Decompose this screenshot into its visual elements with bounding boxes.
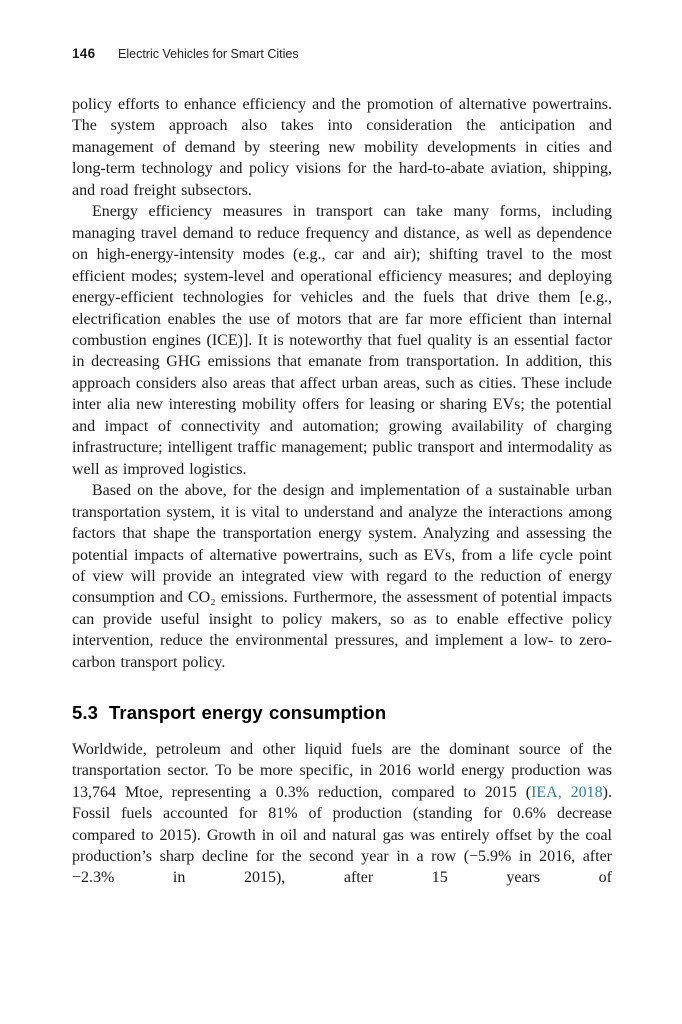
section-heading bbox=[72, 702, 612, 723]
section-number: 5.3 bbox=[72, 702, 99, 724]
page-header bbox=[72, 46, 612, 61]
paragraph-energy-efficiency: Energy efficiency measures in transport can take many forms, including managing travel demand to reduce frequency and distance, as well as dependence on high-energy-intensity modes (e.g., car and air); shifting travel to the most efficient modes; system-level and operational efficiency measures; and deploying energy-efficient technologies for vehicles and the fuels that drive them [e.g., electrification enables the use of motors that are far more efficient than internal combustion engines (ICE)]. It is noteworthy that fuel quality is an essential factor in decreasing GHG emissions that emanate from transportation. In addition, this approach considers also areas that affect urban areas, such as cities. These include inter alia new interesting mobility offers for leasing or sharing EVs; the potential and impact of connectivity and automation; growing availability of charging infrastructure; intelligent traffic management; public transport and intermodality as well as improved logistics. bbox=[72, 203, 612, 478]
paragraph-continuation: policy efforts to enhance efficiency and the promotion of alternative powertrains. The system approach also takes into consideration the anticipation and management of demand by steering new mobility developments in cities and long-term technology and policy visions for the hard-to-abate aviation, shipping, and road freight subsectors. bbox=[72, 96, 612, 199]
running-title: Electric Vehicles for Smart Cities bbox=[118, 47, 299, 61]
paragraph-based-on-above: Based on the above, for the design and implementation of a sustainable urban transportation system, it is vital to understand and analyze the interactions among factors that shape the transportation energy system. Analyzing and assessing the potential impacts of alternative powertrains, such as EVs, from a life cycle point of view will provide an integrated view with regard to the reduction of energy consumption and CO₂ emissions. Furthermore, the assessment of potential impacts can provide useful insight to policy makers, so as to enable effective policy intervention, reduce the environmental pressures, and implement a low- to zero-carbon transport policy. bbox=[72, 482, 612, 671]
citation-link-iea-2018[interactable]: IEA, 2018 bbox=[531, 783, 603, 801]
paragraph-transport-energy bbox=[72, 739, 612, 889]
page-number: 146 bbox=[72, 46, 96, 61]
page-body bbox=[72, 94, 612, 889]
section-title: Transport energy consumption bbox=[109, 702, 387, 724]
paragraph-text-before-citation: Worldwide, petroleum and other liquid fuels are the dominant source of the transportation sector. To be more specific, in 2016 world energy production was 13,764 Mtoe, representing a 0.3% reduction, compared to 2015 ( bbox=[72, 740, 612, 801]
paragraph-text-after-citation: ). Fossil fuels accounted for 81% of production (standing for 0.6% decrease compared to 2015). Growth in oil and natural gas was entirely offset by the coal production’s sharp decline for the second year in a row (−5.9% in 2016, after −2.3% in 2015), after 15 years of bbox=[72, 783, 612, 887]
